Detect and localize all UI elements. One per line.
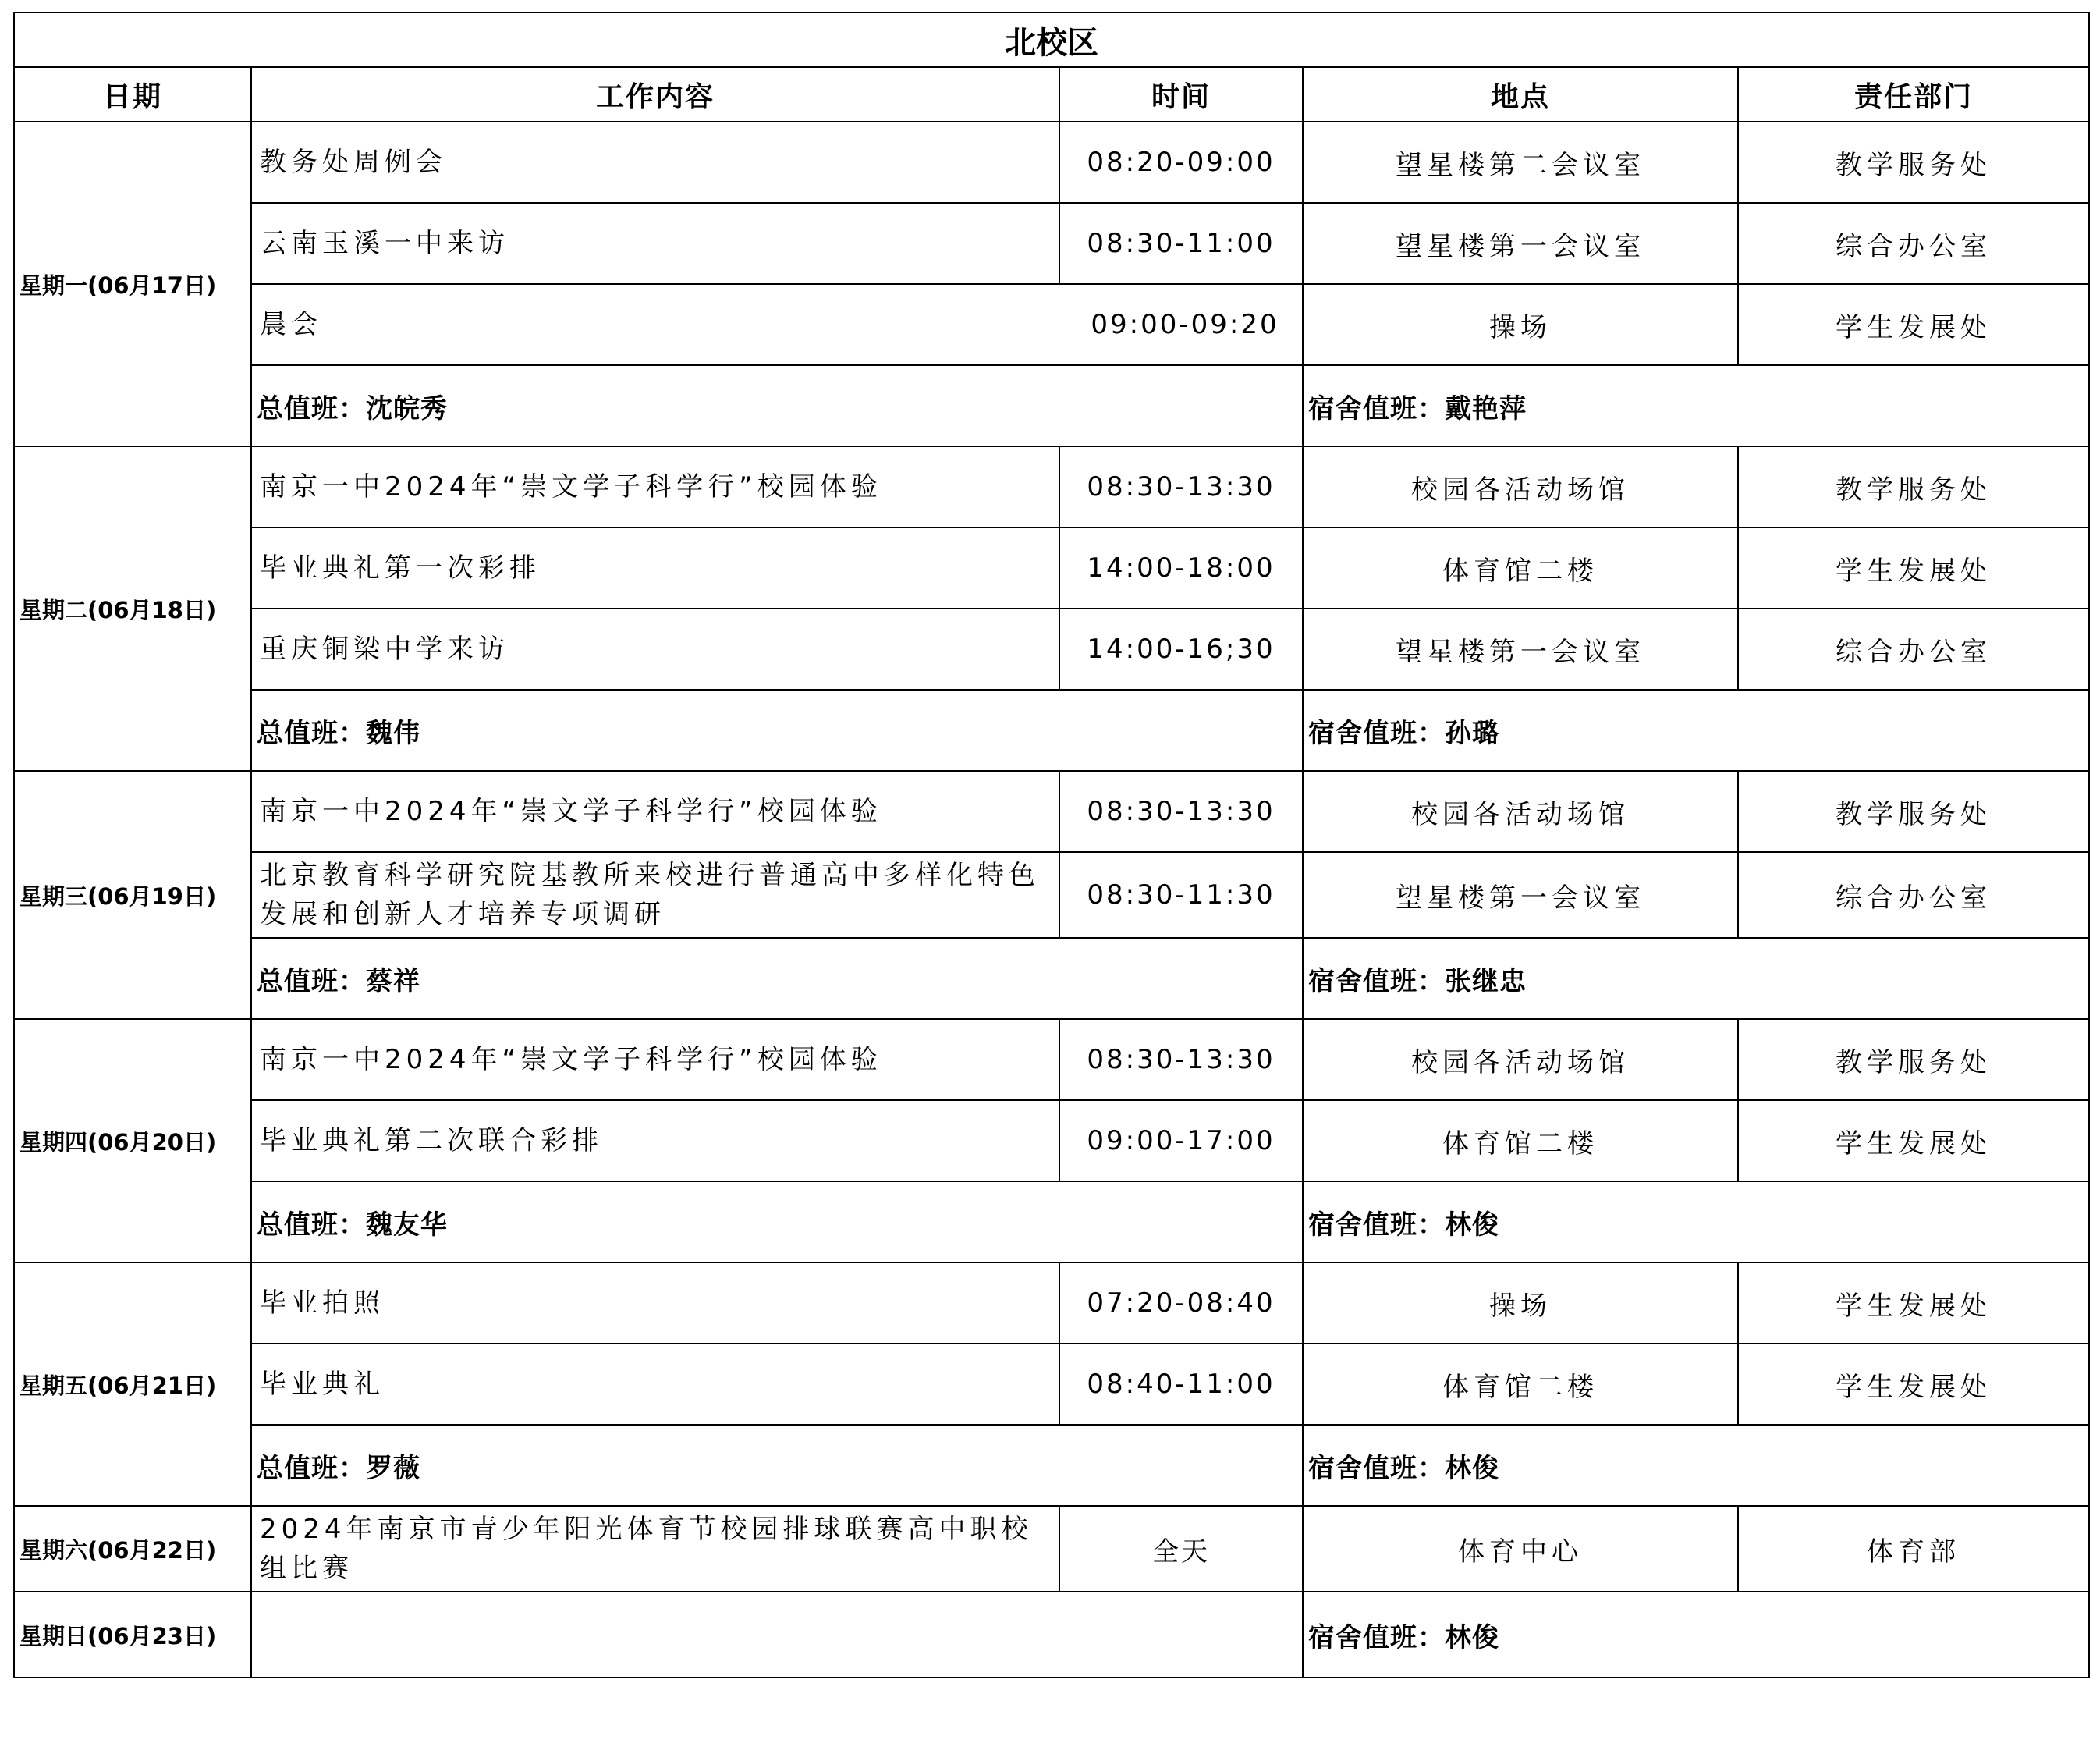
duty-dorm: 宿舍值班：戴艳萍 xyxy=(1303,365,2089,446)
event-dept: 学生发展处 xyxy=(1738,527,2089,609)
table-row xyxy=(14,122,2089,203)
event-dept: 教学服务处 xyxy=(1738,1019,2089,1100)
header-place: 地点 xyxy=(1303,67,1738,122)
event-dept: 体育部 xyxy=(1738,1506,2089,1592)
schedule-table xyxy=(13,12,2090,1678)
header-content: 工作内容 xyxy=(251,67,1059,122)
event-dept: 综合办公室 xyxy=(1738,609,2089,690)
event-place: 体育馆二楼 xyxy=(1303,1100,1738,1181)
event-content: 毕业典礼第一次彩排 xyxy=(251,527,1059,609)
duty-general: 总值班：罗薇 xyxy=(251,1425,1303,1506)
event-place: 校园各活动场馆 xyxy=(1303,771,1738,852)
header-row xyxy=(14,67,2089,122)
header-dept: 责任部门 xyxy=(1738,67,2089,122)
duty-dorm: 宿舍值班：林俊 xyxy=(1303,1425,2089,1506)
event-time: 08:30-11:00 xyxy=(1059,203,1303,284)
duty-general: 总值班：蔡祥 xyxy=(251,938,1303,1019)
duty-dorm: 宿舍值班：林俊 xyxy=(1303,1181,2089,1262)
event-time: 08:20-09:00 xyxy=(1059,122,1303,203)
date-cell-friday: 星期五(06月21日) xyxy=(14,1262,251,1506)
table-row xyxy=(14,1506,2089,1592)
table-row xyxy=(14,1019,2089,1100)
event-place: 操场 xyxy=(1303,284,1738,365)
table-row xyxy=(14,446,2089,527)
event-dept: 综合办公室 xyxy=(1738,203,2089,284)
event-content: 教务处周例会 xyxy=(251,122,1059,203)
table-row xyxy=(14,609,2089,690)
event-content: 南京一中2024年“崇文学子科学行”校园体验 xyxy=(251,771,1059,852)
event-time: 全天 xyxy=(1059,1506,1303,1592)
duty-dorm: 宿舍值班：林俊 xyxy=(1303,1592,2089,1678)
event-time: 08:30-13:30 xyxy=(1059,1019,1303,1100)
date-cell-monday: 星期一(06月17日) xyxy=(14,122,251,446)
table-row xyxy=(14,203,2089,284)
event-place: 体育馆二楼 xyxy=(1303,1344,1738,1425)
table-row xyxy=(14,527,2089,609)
event-time: 08:40-11:00 xyxy=(1059,1344,1303,1425)
header-time: 时间 xyxy=(1059,67,1303,122)
event-dept: 教学服务处 xyxy=(1738,771,2089,852)
event-content: 毕业典礼第二次联合彩排 xyxy=(251,1100,1059,1181)
event-content: 南京一中2024年“崇文学子科学行”校园体验 xyxy=(251,446,1059,527)
event-place: 校园各活动场馆 xyxy=(1303,1019,1738,1100)
event-content: 晨会 xyxy=(260,309,322,340)
event-time: 07:20-08:40 xyxy=(1059,1262,1303,1344)
event-place: 校园各活动场馆 xyxy=(1303,446,1738,527)
table-row xyxy=(14,1592,2089,1678)
table-row xyxy=(14,284,2089,365)
event-place: 体育馆二楼 xyxy=(1303,527,1738,609)
table-row xyxy=(14,1344,2089,1425)
duty-general: 总值班：魏友华 xyxy=(251,1181,1303,1262)
duty-row xyxy=(14,1425,2089,1506)
table-title: 北校区 xyxy=(14,12,2089,67)
event-place: 望星楼第一会议室 xyxy=(1303,609,1738,690)
event-content: 2024年南京市青少年阳光体育节校园排球联赛高中职校组比赛 xyxy=(251,1506,1059,1592)
date-cell-sunday: 星期日(06月23日) xyxy=(14,1592,251,1678)
event-merged-cell xyxy=(251,284,1303,365)
event-content: 北京教育科学研究院基教所来校进行普通高中多样化特色发展和创新人才培养专项调研 xyxy=(251,852,1059,938)
event-dept: 教学服务处 xyxy=(1738,446,2089,527)
date-cell-thursday: 星期四(06月20日) xyxy=(14,1019,251,1262)
table-row xyxy=(14,852,2089,938)
event-dept: 综合办公室 xyxy=(1738,852,2089,938)
event-content: 毕业拍照 xyxy=(251,1262,1059,1344)
event-time: 09:00-17:00 xyxy=(1059,1100,1303,1181)
event-content: 毕业典礼 xyxy=(251,1344,1059,1425)
duty-row xyxy=(14,938,2089,1019)
event-place: 望星楼第二会议室 xyxy=(1303,122,1738,203)
duty-dorm: 宿舍值班：张继忠 xyxy=(1303,938,2089,1019)
event-time: 08:30-13:30 xyxy=(1059,446,1303,527)
duty-general: 总值班：魏伟 xyxy=(251,690,1303,771)
event-place: 操场 xyxy=(1303,1262,1738,1344)
event-content: 南京一中2024年“崇文学子科学行”校园体验 xyxy=(251,1019,1059,1100)
event-time: 14:00-18:00 xyxy=(1059,527,1303,609)
event-place: 体育中心 xyxy=(1303,1506,1738,1592)
event-dept: 教学服务处 xyxy=(1738,122,2089,203)
event-time: 14:00-16;30 xyxy=(1059,609,1303,690)
duty-general: 总值班：沈皖秀 xyxy=(251,365,1303,446)
title-row xyxy=(14,12,2089,67)
event-dept: 学生发展处 xyxy=(1738,1262,2089,1344)
event-content: 重庆铜梁中学来访 xyxy=(251,609,1059,690)
table-row xyxy=(14,1100,2089,1181)
duty-row xyxy=(14,690,2089,771)
table-row xyxy=(14,771,2089,852)
event-dept: 学生发展处 xyxy=(1738,1344,2089,1425)
event-time: 08:30-13:30 xyxy=(1059,771,1303,852)
event-time: 08:30-11:30 xyxy=(1059,852,1303,938)
event-place: 望星楼第一会议室 xyxy=(1303,203,1738,284)
event-time: 09:00-09:20 xyxy=(1091,309,1279,340)
date-cell-saturday: 星期六(06月22日) xyxy=(14,1506,251,1592)
duty-dorm: 宿舍值班：孙璐 xyxy=(1303,690,2089,771)
date-cell-wednesday: 星期三(06月19日) xyxy=(14,771,251,1019)
header-date: 日期 xyxy=(14,67,251,122)
event-place: 望星楼第一会议室 xyxy=(1303,852,1738,938)
table-row xyxy=(14,1262,2089,1344)
duty-row xyxy=(14,365,2089,446)
empty-cell xyxy=(251,1592,1303,1678)
date-cell-tuesday: 星期二(06月18日) xyxy=(14,446,251,771)
schedule-sheet xyxy=(13,12,2088,1678)
duty-row xyxy=(14,1181,2089,1262)
event-dept: 学生发展处 xyxy=(1738,1100,2089,1181)
event-content: 云南玉溪一中来访 xyxy=(251,203,1059,284)
event-dept: 学生发展处 xyxy=(1738,284,2089,365)
